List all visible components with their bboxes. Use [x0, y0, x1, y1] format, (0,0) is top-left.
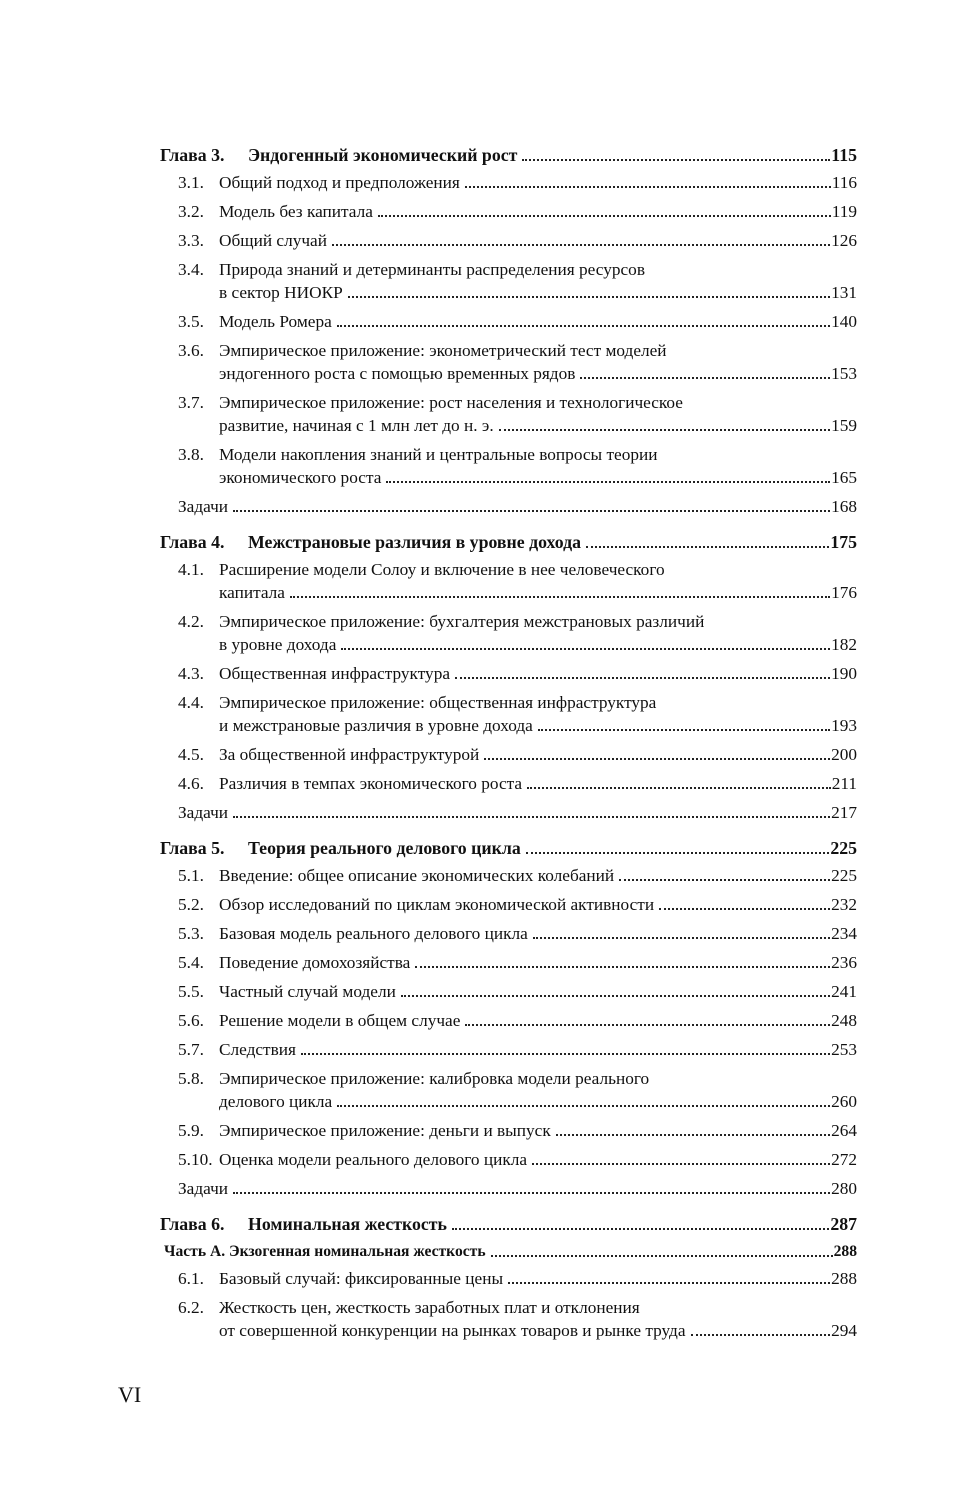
toc-section [160, 339, 857, 385]
entry-title: Общий случай [219, 231, 327, 250]
chapter-label: Глава 3. [160, 145, 225, 165]
chapter-label: Глава 6. [160, 1214, 225, 1234]
tasks-entry [160, 1177, 857, 1200]
toc-entry[interactable] [219, 1038, 857, 1061]
toc-entry[interactable] [219, 281, 857, 304]
entry-title: эндогенного роста с помощью временных рядов [219, 364, 576, 383]
toc-entry[interactable] [219, 414, 857, 437]
toc-entry[interactable] [219, 633, 857, 656]
page-ref: 294 [831, 1321, 857, 1340]
toc-entry[interactable] [160, 837, 857, 860]
dot-leader [415, 966, 830, 968]
toc-section [160, 1267, 857, 1290]
entry-title-line: Эмпирическое приложение: калибровка модели реального [219, 1069, 650, 1088]
toc-entry[interactable] [219, 893, 857, 916]
dot-leader [332, 244, 830, 246]
chapter-label: Глава 4. [160, 532, 225, 552]
chapter-label: Глава 5. [160, 838, 225, 858]
toc-section [160, 610, 857, 656]
toc-entry[interactable] [219, 310, 857, 333]
entry-title: Решение модели в общем случае [219, 1011, 461, 1030]
toc-section [160, 922, 857, 945]
dot-leader [499, 429, 830, 431]
dot-leader [586, 546, 829, 548]
entry-title: Общий подход и предположения [219, 173, 460, 192]
toc-section [160, 691, 857, 737]
dot-leader [659, 908, 830, 910]
section-number: 5.2. [178, 895, 204, 914]
entry-title: Оценка модели реального делового цикла [219, 1150, 528, 1169]
entry-title: Следствия [219, 1040, 296, 1059]
dot-leader [290, 596, 830, 598]
page-ref: 236 [831, 953, 857, 972]
toc-section [160, 229, 857, 252]
toc-section [160, 864, 857, 887]
dot-leader [484, 758, 830, 760]
page-ref: 211 [831, 774, 857, 793]
dot-leader [341, 648, 830, 650]
entry-title: Задачи [178, 497, 229, 516]
section-number: 5.6. [178, 1011, 204, 1030]
section-number: 5.5. [178, 982, 204, 1001]
dot-leader [526, 852, 830, 854]
entry-title: Введение: общее описание экономических колебаний [219, 866, 615, 885]
toc-entry[interactable] [219, 1009, 857, 1032]
entry-title-line: Эмпирическое приложение: общественная инфраструктура [219, 693, 657, 712]
entry-title: Эмпирическое приложение: деньги и выпуск [219, 1121, 551, 1140]
toc-entry[interactable] [178, 1177, 857, 1200]
entry-title: и межстрановые различия в уровне дохода [219, 716, 533, 735]
dot-leader [337, 1105, 830, 1107]
entry-title: от совершенной конкуренции на рынках товаров и рынке труда [219, 1321, 686, 1340]
page-ref: 225 [831, 866, 857, 885]
entry-title: Теория реального делового цикла [248, 838, 521, 858]
toc-entry[interactable] [178, 801, 857, 824]
dot-leader [401, 995, 830, 997]
dot-leader [233, 816, 830, 818]
page-ref: 225 [830, 838, 857, 858]
toc-entry[interactable] [219, 714, 857, 737]
entry-title: в уровне дохода [219, 635, 337, 654]
dot-leader [532, 1163, 830, 1165]
entry-title: Поведение домохозяйства [219, 953, 411, 972]
section-number: 4.1. [178, 560, 204, 579]
page-ref: 253 [831, 1040, 857, 1059]
section-number: 3.5. [178, 312, 204, 331]
section-number: 3.3. [178, 231, 204, 250]
tasks-entry [160, 801, 857, 824]
entry-title: капитала [219, 583, 285, 602]
page-ref: 272 [831, 1150, 857, 1169]
section-number: 5.3. [178, 924, 204, 943]
dot-leader [619, 879, 830, 881]
toc-entry[interactable] [219, 922, 857, 945]
toc-section [160, 1119, 857, 1142]
page-ref: 200 [831, 745, 857, 764]
section-number: 3.8. [178, 445, 204, 464]
dot-leader [378, 215, 831, 217]
section-number: 3.7. [178, 393, 204, 412]
section-number: 4.6. [178, 774, 204, 793]
entry-title: Базовый случай: фиксированные цены [219, 1269, 504, 1288]
toc-entry[interactable] [219, 1148, 857, 1171]
page-ref: 260 [831, 1092, 857, 1111]
toc-entry[interactable] [219, 743, 857, 766]
toc-entry[interactable] [219, 1090, 857, 1113]
page-ref: 232 [831, 895, 857, 914]
page-ref: 115 [831, 145, 857, 165]
entry-title: Модель Ромера [219, 312, 332, 331]
dot-leader [691, 1334, 831, 1336]
section-number: 3.1. [178, 173, 204, 192]
page-ref: 217 [831, 803, 857, 822]
page-ref: 159 [831, 416, 857, 435]
section-number: 6.2. [178, 1298, 204, 1317]
dot-leader [233, 510, 830, 512]
toc-section [160, 1009, 857, 1032]
entry-title: Номинальная жесткость [248, 1214, 447, 1234]
toc-section [160, 310, 857, 333]
section-number: 5.8. [178, 1069, 204, 1088]
section-number: 4.5. [178, 745, 204, 764]
dot-leader [465, 186, 831, 188]
entry-title-line: Расширение модели Солоу и включение в нее человеческого [219, 560, 665, 579]
entry-title: Различия в темпах экономического роста [219, 774, 523, 793]
dot-leader [580, 377, 830, 379]
toc-entry[interactable] [219, 1319, 857, 1342]
entry-title: делового цикла [219, 1092, 333, 1111]
entry-title: Базовая модель реального делового цикла [219, 924, 528, 943]
entry-title: Задачи [178, 803, 229, 822]
dot-leader [452, 1228, 829, 1230]
entry-title: Эндогенный экономический рост [248, 145, 518, 165]
page-ref: 116 [831, 173, 857, 192]
entry-title-line: Эмпирическое приложение: рост населения и технологическое [219, 393, 683, 412]
dot-leader [465, 1024, 830, 1026]
page-ref: 119 [831, 202, 857, 221]
page-ref: 280 [831, 1179, 857, 1198]
toc-section [160, 1067, 857, 1113]
page-ref: 165 [831, 468, 857, 487]
page-ref: 176 [831, 583, 857, 602]
toc-section [160, 258, 857, 304]
toc-entry[interactable] [178, 495, 857, 518]
tasks-entry [160, 495, 857, 518]
toc-section [160, 391, 857, 437]
section-number: 3.6. [178, 341, 204, 360]
entry-title-line: Модели накопления знаний и центральные вопросы теории [219, 445, 658, 464]
entry-title: Межстрановые различия в уровне дохода [248, 532, 582, 552]
entry-title: Модель без капитала [219, 202, 373, 221]
page-ref: 241 [831, 982, 857, 1001]
toc-section [160, 200, 857, 223]
entry-title-line: Природа знаний и детерминанты распределения ресурсов [219, 260, 645, 279]
section-number: 5.1. [178, 866, 204, 885]
page-ref: 287 [830, 1214, 857, 1234]
section-number: 5.9. [178, 1121, 204, 1140]
dot-leader [386, 481, 830, 483]
section-number: 3.2. [178, 202, 204, 221]
page-ref: 153 [831, 364, 857, 383]
table-of-contents [160, 144, 857, 1348]
toc-section [160, 980, 857, 1003]
dot-leader [533, 937, 830, 939]
page-ref: 248 [831, 1011, 857, 1030]
dot-leader [455, 677, 830, 679]
toc-section [160, 893, 857, 916]
entry-title: в сектор НИОКР [219, 283, 343, 302]
toc-section [160, 558, 857, 604]
section-number: 3.4. [178, 260, 204, 279]
page-ref: 288 [831, 1269, 857, 1288]
dot-leader [556, 1134, 830, 1136]
page-ref: 131 [831, 283, 857, 302]
toc-section [160, 1296, 857, 1342]
toc-section [160, 772, 857, 795]
section-number: 4.4. [178, 693, 204, 712]
page-ref: 126 [831, 231, 857, 250]
toc-entry[interactable] [219, 362, 857, 385]
toc-section [160, 951, 857, 974]
toc-entry[interactable] [160, 144, 857, 167]
entry-title: За общественной инфраструктурой [219, 745, 480, 764]
toc-entry[interactable] [219, 864, 857, 887]
toc-entry[interactable] [219, 980, 857, 1003]
toc-entry[interactable] [219, 229, 857, 252]
toc-entry[interactable] [160, 1213, 857, 1236]
dot-leader [491, 1255, 833, 1257]
page-ref: 234 [831, 924, 857, 943]
dot-leader [508, 1282, 830, 1284]
page-ref: 264 [831, 1121, 857, 1140]
entry-title-line: Жесткость цен, жесткость заработных плат и отклонения [219, 1298, 640, 1317]
section-number: 5.10. [178, 1150, 213, 1169]
dot-leader [527, 787, 831, 789]
dot-leader [522, 159, 830, 161]
section-number: 5.7. [178, 1040, 204, 1059]
dot-leader [337, 325, 830, 327]
page-ref: 168 [831, 497, 857, 516]
toc-entry[interactable] [219, 171, 857, 194]
page-ref: 193 [831, 716, 857, 735]
toc-entry[interactable] [219, 951, 857, 974]
page-ref: 182 [831, 635, 857, 654]
entry-title-line: Эмпирическое приложение: эконометрический тест моделей [219, 341, 667, 360]
entry-title: экономического роста [219, 468, 382, 487]
entry-title: развитие, начиная с 1 млн лет до н. э. [219, 416, 494, 435]
entry-title: Частный случай модели [219, 982, 396, 1001]
entry-title: Обзор исследований по циклам экономической активности [219, 895, 655, 914]
toc-entry[interactable] [219, 662, 857, 685]
dot-leader [348, 296, 830, 298]
toc-entry[interactable] [219, 772, 857, 795]
section-number: 4.2. [178, 612, 204, 631]
toc-section [160, 1038, 857, 1061]
toc-entry[interactable] [160, 1240, 857, 1263]
toc-section [160, 171, 857, 194]
section-number: 5.4. [178, 953, 204, 972]
toc-section [160, 443, 857, 489]
entry-title: Часть А. Экзогенная номинальная жесткость [164, 1243, 486, 1260]
page-number: VI [118, 1382, 142, 1407]
entry-title-line: Эмпирическое приложение: бухгалтерия межстрановых различий [219, 612, 705, 631]
page-ref: 175 [830, 532, 857, 552]
toc-section [160, 662, 857, 685]
toc-section [160, 1148, 857, 1171]
section-number: 4.3. [178, 664, 204, 683]
entry-title: Общественная инфраструктура [219, 664, 451, 683]
toc-entry[interactable] [160, 531, 857, 554]
section-number: 6.1. [178, 1269, 204, 1288]
dot-leader [538, 729, 830, 731]
page-ref: 288 [833, 1243, 857, 1260]
toc-entry[interactable] [219, 581, 857, 604]
toc-section [160, 743, 857, 766]
page-ref: 140 [831, 312, 857, 331]
dot-leader [233, 1192, 830, 1194]
toc-entry[interactable] [219, 200, 857, 223]
entry-title: Задачи [178, 1179, 229, 1198]
page-ref: 190 [831, 664, 857, 683]
toc-entry[interactable] [219, 1267, 857, 1290]
toc-entry[interactable] [219, 1119, 857, 1142]
toc-entry[interactable] [219, 466, 857, 489]
dot-leader [301, 1053, 830, 1055]
